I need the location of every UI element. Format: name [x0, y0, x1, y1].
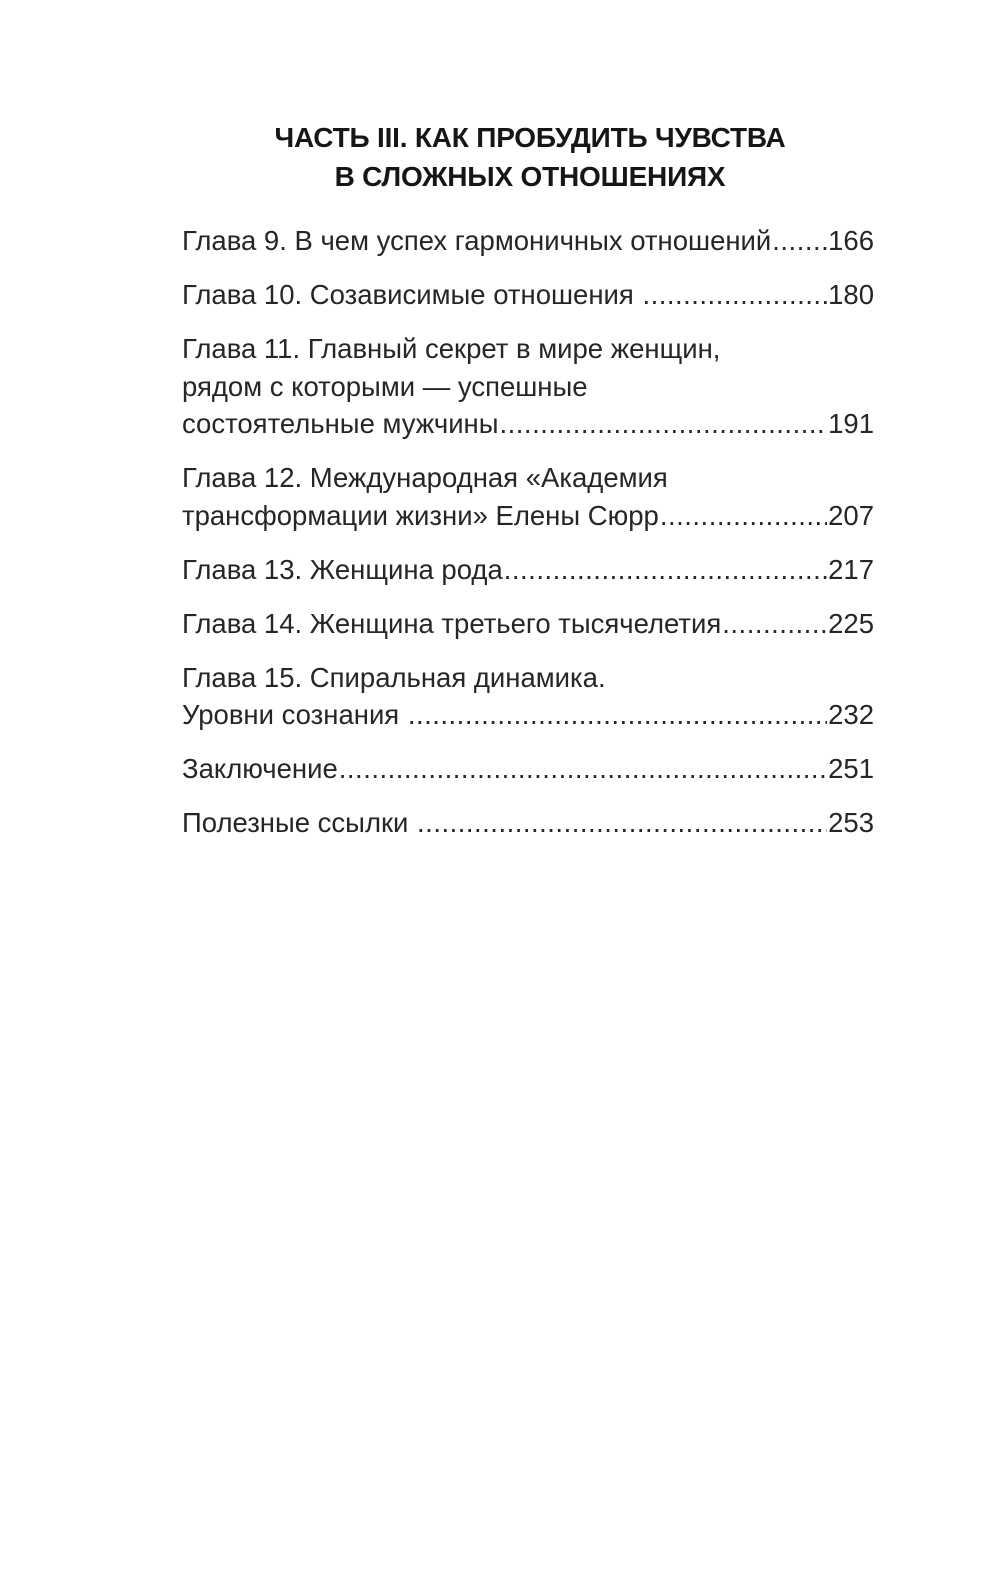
toc-page-number: 253: [828, 807, 874, 838]
toc-page-number: 166: [828, 225, 874, 256]
toc-entry-title-line: Глава 11. Главный секрет в мире женщин,: [182, 333, 721, 364]
toc-entry-final-line: [182, 605, 874, 643]
dot-leader: [417, 804, 827, 842]
toc-entry-title-line: трансформации жизни» Елены Сюрр: [182, 499, 659, 531]
toc-entry-final-line: [182, 276, 874, 314]
toc-entry-title-line: Заключение: [182, 753, 338, 784]
toc-entry-title-line: состоятельные мужчины: [182, 408, 499, 439]
table-of-contents: [182, 222, 874, 858]
toc-entry-title-line: Уровни сознания: [182, 699, 407, 730]
toc-page-number: 180: [828, 279, 874, 310]
dot-leader: [772, 222, 827, 260]
toc-entry: [182, 659, 874, 734]
toc-page-number: 251: [828, 753, 874, 784]
toc-entry-title-line: Полезные ссылки: [182, 807, 417, 838]
dot-leader: [642, 276, 827, 314]
toc-entry-final-line: [182, 551, 874, 589]
toc-entry: [182, 276, 874, 314]
toc-entry-final-line: [182, 405, 874, 443]
toc-entry: [182, 551, 874, 589]
toc-entry-final-line: [182, 804, 874, 842]
toc-entry: [182, 222, 874, 260]
dot-leader: [408, 696, 827, 734]
toc-entry: [182, 459, 874, 534]
dot-leader: [504, 551, 827, 589]
toc-entry: [182, 330, 874, 443]
toc-entry-title-line: Глава 12. Международная «Академия: [182, 462, 668, 493]
toc-page-number: 217: [828, 553, 874, 585]
toc-entry-title-line: Глава 14. Женщина третьего тысячелетия: [182, 607, 722, 639]
dot-leader: [660, 497, 827, 535]
dot-leader: [722, 605, 827, 643]
part-heading-line-1: ЧАСТЬ III. КАК ПРОБУДИТЬ ЧУВСТВА: [274, 122, 786, 153]
toc-entry: [182, 750, 874, 788]
part-heading-line-2: В СЛОЖНЫХ ОТНОШЕНИЯХ: [334, 161, 726, 192]
dot-leader: [339, 750, 827, 788]
toc-page-number: 191: [828, 408, 874, 439]
toc-entry-title-line: Глава 9. В чем успех гармоничных отношений: [182, 225, 772, 256]
toc-entry-final-line: [182, 497, 874, 535]
toc-entry-title-line: Глава 15. Спиральная динамика.: [182, 661, 606, 693]
toc-entry: [182, 605, 874, 643]
toc-entry-final-line: [182, 222, 874, 260]
toc-entry-final-line: [182, 696, 874, 734]
toc-page-number: 232: [828, 699, 874, 730]
toc-page-number: 207: [828, 499, 874, 531]
toc-entry-title-line: Глава 10. Созависимые отношения: [182, 279, 642, 310]
part-heading: [180, 118, 880, 196]
toc-entry: [182, 804, 874, 842]
toc-entry-final-line: [182, 750, 874, 788]
toc-page-number: 225: [828, 607, 874, 639]
toc-entry-title-line: Глава 13. Женщина рода: [182, 553, 503, 585]
toc-entry-title-line: рядом с которыми — успешные: [182, 370, 588, 402]
dot-leader: [500, 405, 828, 443]
